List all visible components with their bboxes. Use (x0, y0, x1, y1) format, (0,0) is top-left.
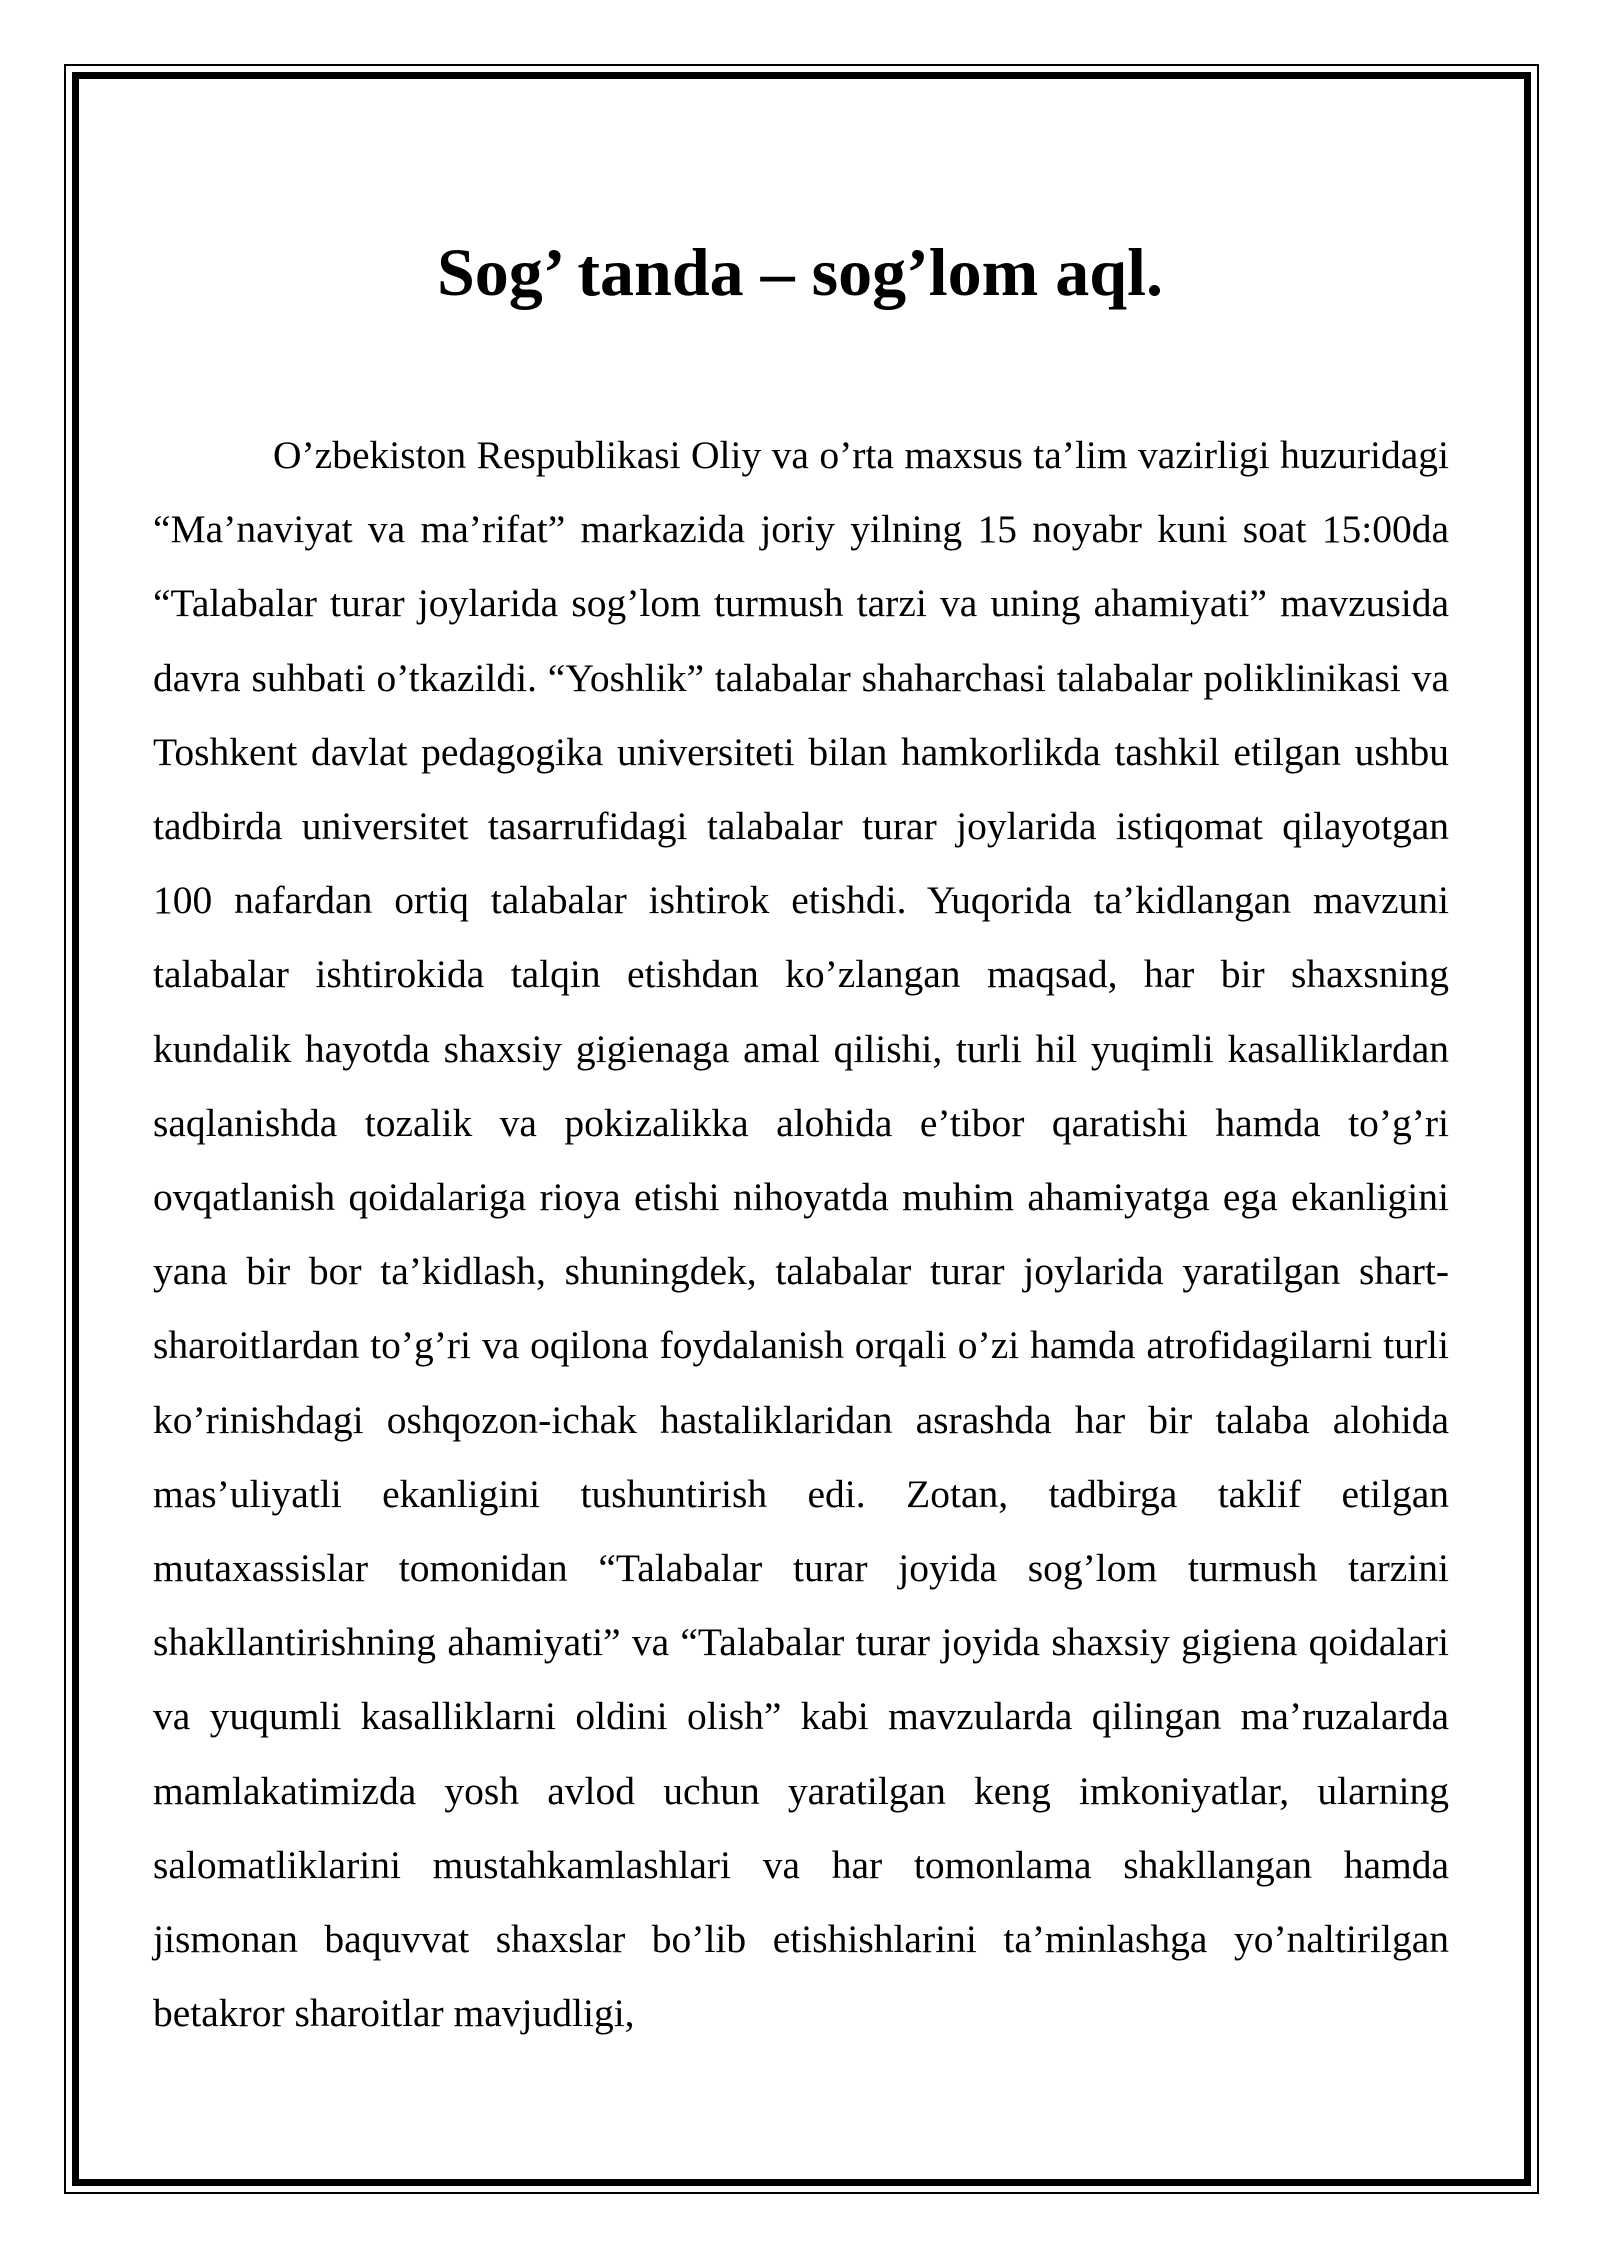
document-title: Sog’ tanda – sog’lom aql. (436, 234, 1164, 310)
body-paragraph: O’zbekiston Respublikasi Oliy va o’rta maxsus ta’lim vazirligi huzuridagi “Ma’naviyat va ma’rifat” markazida joriy yilning 15 noyabr kuni soat 15:00da “Talabalar turar joylarida sog’lom turmush tarzi va uning ahamiyati” mavzusida davra suhbati o’tkazildi. “Yoshlik” talabalar shaharchasi talabalar poliklinikasi va Toshkent davlat pedagogika universiteti bilan hamkorlikda tashkil etilgan ushbu tadbirda universitet tasarrufidagi talabalar turar joylarida istiqomat qilayotgan 100 nafardan ortiq talabalar ishtirok etishdi. Yuqorida ta’kidlangan mavzuni talabalar ishtirokida talqin etishdan ko’zlangan maqsad, har bir shaxsning kundalik hayotda shaxsiy gigienaga amal qilishi, turli hil yuqimli kasalliklardan saqlanishda tozalik va pokizalikka alohida e’tibor qaratishi hamda to’g’ri ovqatlanish qoidalariga rioya etishi nihoyatda muhim ahamiyatga ega ekanligini yana bir bor ta’kidlash, shuningdek, talabalar turar joylarida yaratilgan shart-sharoitlardan to’g’ri va oqilona foydalanish orqali o’zi hamda atrofidagilarni turli ko’rinishdagi oshqozon-ichak hastaliklaridan asrashda har bir talaba alohida mas’uliyatli ekanligini tushuntirish edi. Zotan, tadbirga taklif etilgan mutaxassislar tomonidan “Talabalar turar joyida sog’lom turmush tarzini shakllantirishning ahamiyati” va “Talabalar turar joyida shaxsiy gigiena qoidalari va yuqumli kasalliklarni oldini olish” kabi mavzularda qilingan ma’ruzalarda mamlakatimizda yosh avlod uchun yaratilgan keng imkoniyatlar, ularning salomatliklarini mustahkamlashlari va har tomonlama shakllangan hamda jismonan baquvvat shaxslar bo’lib etishishlarini ta’minlashga yo’naltirilgan betakror sharoitlar mavjudligi, (153, 433, 1449, 2036)
